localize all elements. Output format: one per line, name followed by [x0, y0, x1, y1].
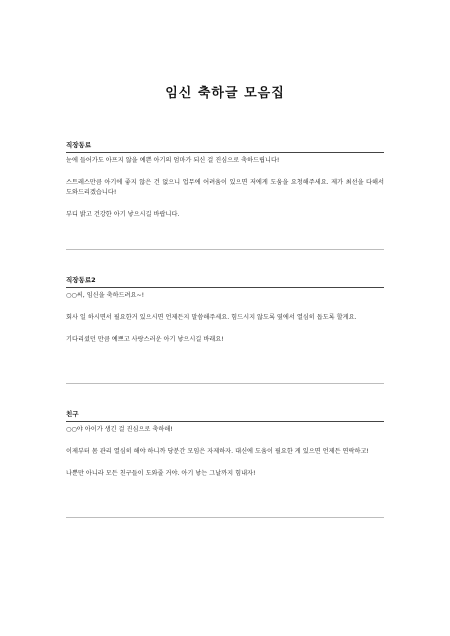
paragraph: 이제부터 몸 관리 열심히 해야 하니까 당분간 모임은 자제하자. 대신에 도움이 필요한 게 있으면 언제든 연락하고! — [66, 448, 369, 455]
section-heading: 친구 — [66, 409, 384, 422]
section-body — [66, 422, 384, 518]
section-heading: 직장동료 — [66, 140, 384, 153]
section-friend — [66, 409, 384, 518]
paragraph: 기다리셨던 만큼 예쁘고 사랑스러운 아기 낳으시길 바래요! — [66, 336, 224, 343]
paragraph: ○○씨, 임신을 축하드려요~! — [66, 292, 145, 299]
section-coworker — [66, 140, 384, 250]
paragraph: 눈에 들어가도 아프지 않을 예쁜 아기의 엄마가 되신 걸 진심으로 축하드립니다! — [66, 157, 280, 164]
paragraph: 부디 밝고 건강한 아기 낳으시길 바랍니다. — [66, 211, 180, 218]
paragraph: 나뿐만 아니라 모든 친구들이 도와줄 거야. 아기 낳는 그날까지 힘내자! — [66, 470, 256, 477]
section-coworker-2 — [66, 275, 384, 384]
paragraph: ○○야 아이가 생긴 걸 진심으로 축하해! — [66, 426, 173, 433]
section-body — [66, 288, 384, 384]
section-body — [66, 153, 384, 250]
paragraph: 스트레스만큼 아기에 좋지 않은 건 없으니 업무에 어려움이 있으면 저에게 도움을 요청해주세요. 제가 최선을 다해서 도와드리겠습니다! — [66, 179, 384, 196]
paragraph: 회사 일 하시면서 필요한거 있으시면 언제든지 말씀해주세요. 힘드시지 않도록 옆에서 열심히 돕도록 할게요. — [66, 314, 357, 321]
section-heading: 직장동료2 — [66, 275, 384, 288]
page-title: 임신 축하글 모음집 — [165, 86, 285, 101]
